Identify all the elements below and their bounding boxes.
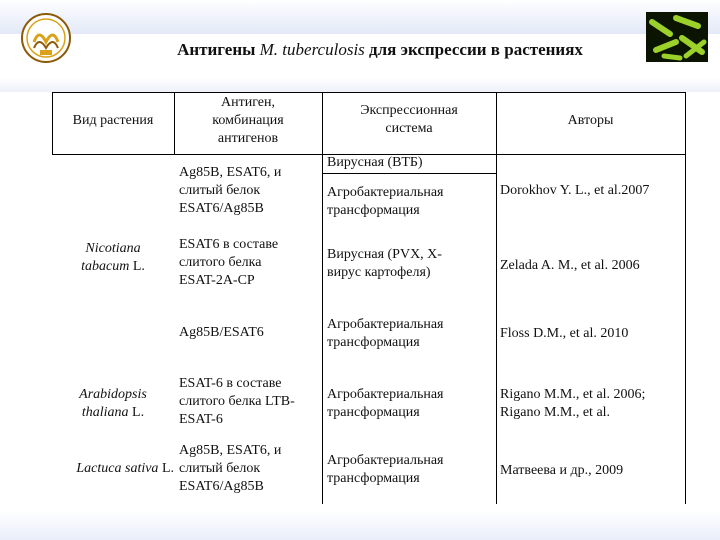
- row-1-antigen-line-2: слитый белок: [179, 183, 261, 198]
- header-system-line-2: система: [385, 121, 433, 136]
- row-2-antigen-line-1: ESAT6 в составе: [179, 237, 279, 252]
- plant-arabidopsis-species: thaliana: [81, 405, 129, 420]
- plant-arabidopsis-author: L.: [128, 405, 145, 420]
- row-1-system-line-2: трансформация: [327, 203, 420, 218]
- table-row-4-antigen: [179, 375, 329, 429]
- header-antigen-line-3: антигенов: [217, 131, 279, 146]
- row-4-antigen-line-1: ESAT-6 в составе: [179, 376, 282, 391]
- bacteria-image-icon: [646, 12, 708, 62]
- header-antigen-line-2: комбинация: [212, 113, 284, 128]
- table-row-3-system: [327, 316, 495, 352]
- row-2-antigen-line-3: ESAT-2A-CP: [179, 273, 255, 288]
- plant-lactuca-author: L.: [158, 461, 174, 476]
- title-part-3: для экспрессии в растениях: [364, 40, 583, 59]
- footer-band: [0, 510, 720, 540]
- header-authors: Авторы: [567, 113, 614, 128]
- plant-lactuca: [52, 460, 174, 478]
- row-3-system-line-1: Агробактериальная: [327, 317, 444, 332]
- table-row-5-system: [327, 452, 495, 488]
- header-system: [322, 102, 496, 138]
- header-antigen: [174, 94, 322, 148]
- table-row-1-system-viral: Вирусная (ВТБ): [327, 155, 423, 170]
- title-part-1: Антигены: [177, 40, 260, 59]
- row-2-antigen-line-2: слитого белка: [179, 255, 262, 270]
- row-5-antigen-line-2: слитый белок: [179, 461, 261, 476]
- antigen-table: [52, 92, 686, 504]
- row-4-authors-line-2: Rigano M.M., et al.: [500, 405, 611, 420]
- table-row-2-system: [327, 246, 495, 282]
- table-row-2-antigen: [179, 236, 319, 290]
- plant-lactuca-name: Lactuca sativa: [76, 461, 159, 476]
- row-4-system-line-1: Агробактериальная: [327, 387, 444, 402]
- row-5-system-line-1: Агробактериальная: [327, 453, 444, 468]
- header-band: [0, 0, 720, 34]
- row-4-system-line-2: трансформация: [327, 405, 420, 420]
- row-5-antigen-line-1: Ag85B, ESAT6, и: [179, 443, 282, 458]
- row-1-system-line-1: Агробактериальная: [327, 185, 444, 200]
- plant-nicotiana-species: tabacum: [81, 259, 130, 274]
- header-band-lower: [0, 78, 720, 92]
- plant-arabidopsis: [52, 386, 174, 422]
- table-row-3-antigen: Ag85B/ESAT6: [179, 325, 264, 340]
- plant-nicotiana-genus: Nicotiana: [85, 241, 141, 256]
- table-row-1-system: [327, 184, 495, 220]
- row-2-system-line-1: Вирусная (PVX, X-: [327, 247, 442, 262]
- table-row-5-antigen: [179, 442, 319, 496]
- row-1-antigen-line-3: ESAT6/Ag85B: [179, 201, 264, 216]
- header-plant: Вид растения: [72, 113, 154, 128]
- table-row-2-authors: Zelada A. M., et al. 2006: [500, 258, 640, 273]
- table-row-1-antigen: [179, 164, 319, 218]
- table-subrow-line: [322, 173, 496, 174]
- slide-title: [120, 40, 640, 60]
- row-2-system-line-2: вирус картофеля): [327, 265, 431, 280]
- row-4-antigen-line-2: слитого белка LTB-: [179, 394, 295, 409]
- table-row-3-authors: Floss D.M., et al. 2010: [500, 326, 629, 341]
- table-row-5-authors: Матвеева и др., 2009: [500, 463, 624, 478]
- table-border-top: [52, 92, 686, 93]
- row-4-authors-line-1: Rigano M.M., et al. 2006;: [500, 387, 646, 402]
- row-1-antigen-line-1: Ag85B, ESAT6, и: [179, 165, 282, 180]
- row-5-system-line-2: трансформация: [327, 471, 420, 486]
- table-row-4-system: [327, 386, 495, 422]
- title-organism: M. tuberculosis: [259, 40, 365, 59]
- table-row-1-authors: Dorokhov Y. L., et al.2007: [500, 183, 650, 198]
- header-system-line-1: Экспрессионная: [360, 103, 458, 118]
- header-antigen-line-1: Антиген,: [221, 95, 275, 110]
- plant-nicotiana: [52, 240, 174, 276]
- plant-nicotiana-author: L.: [129, 259, 145, 274]
- row-5-antigen-line-3: ESAT6/Ag85B: [179, 479, 264, 494]
- plant-arabidopsis-genus: Arabidopsis: [79, 387, 147, 402]
- row-3-system-line-2: трансформация: [327, 335, 420, 350]
- institute-logo-icon: [20, 12, 72, 64]
- table-row-4-authors: [500, 386, 685, 422]
- row-4-antigen-line-3: ESAT-6: [179, 412, 223, 427]
